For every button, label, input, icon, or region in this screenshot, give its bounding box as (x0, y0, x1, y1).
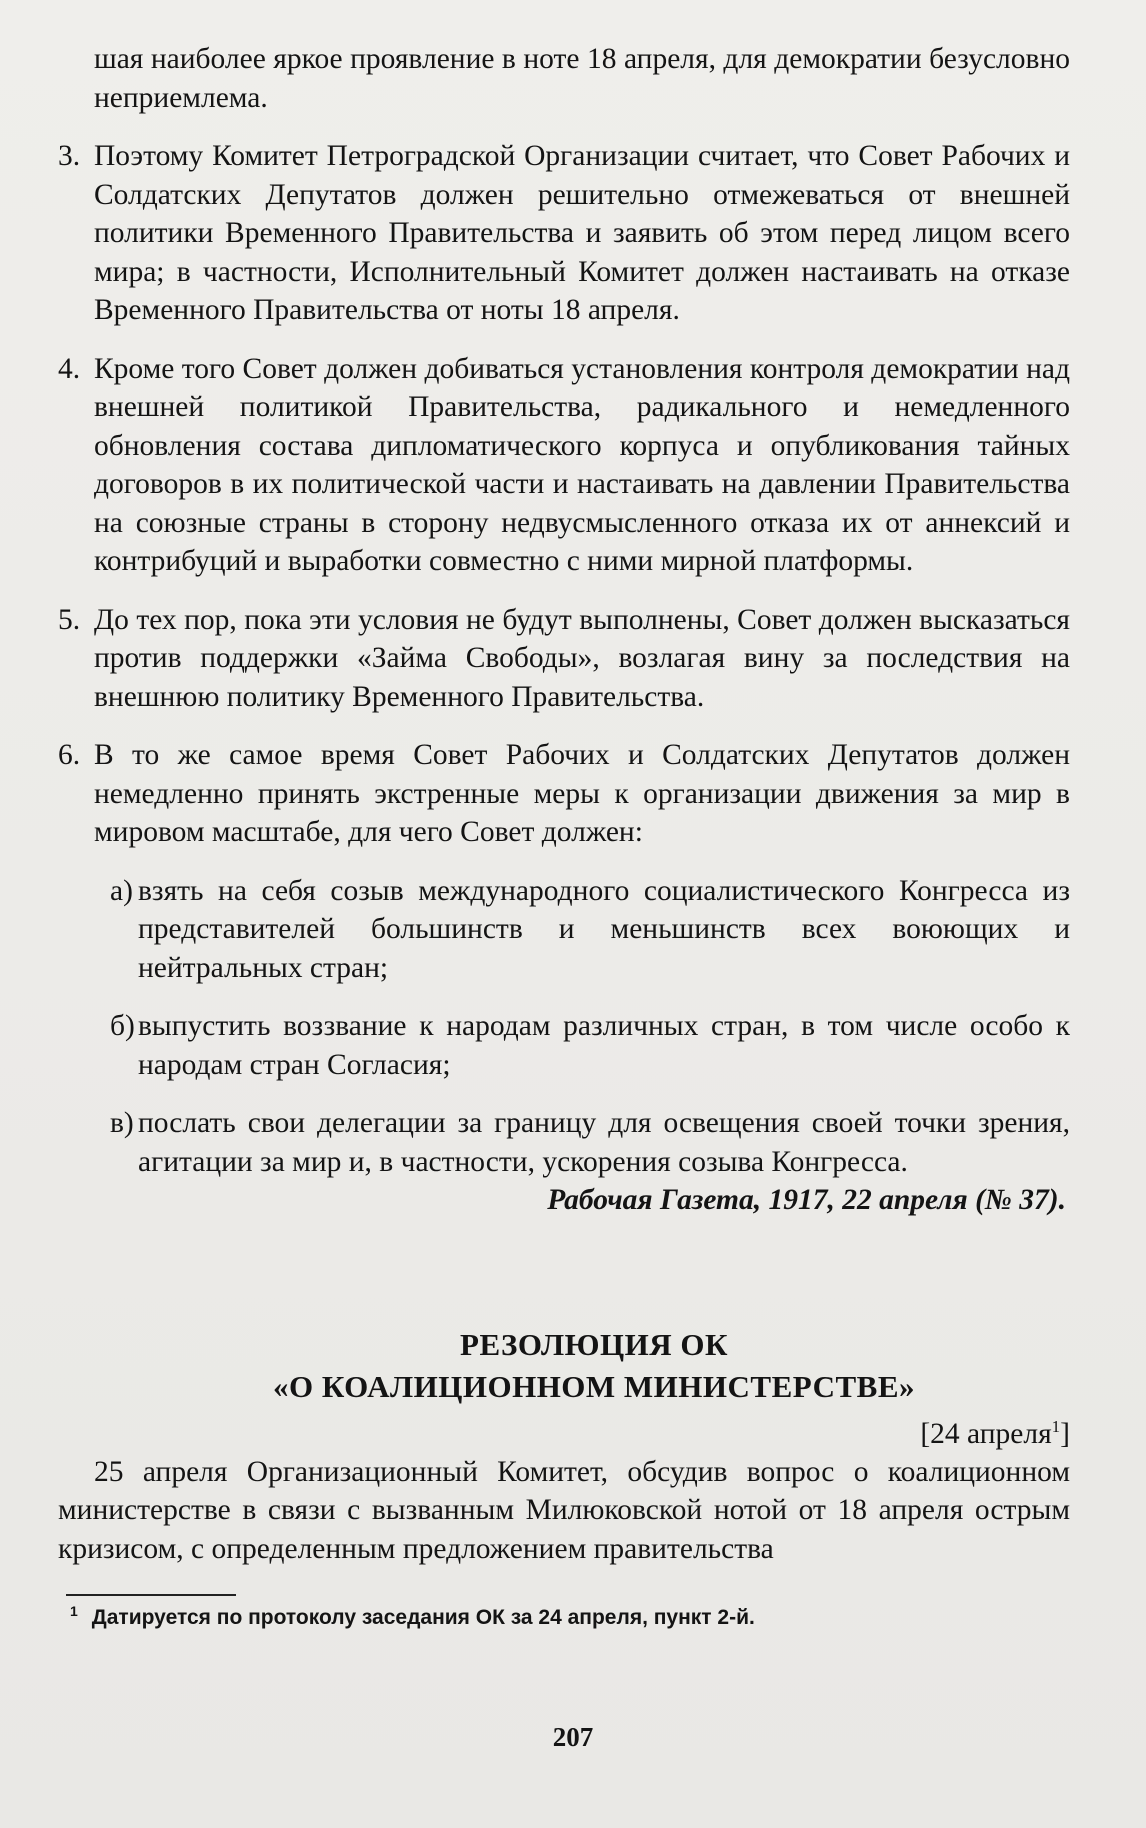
point-5 (58, 601, 1070, 717)
resolution-title-line2: «О КОАЛИЦИОННОМ МИНИСТЕРСТВЕ» (273, 1368, 915, 1404)
subpoint-letter: в) (110, 1107, 134, 1139)
resolution-paragraph: 25 апреля Организационный Комитет, обсудив вопрос о коалиционном министерстве в связи с вызванным Милюковской нотой от 18 апреля острым кризисом, с определенным предложением правительства (58, 1455, 1070, 1565)
source-citation: Рабочая Газета, 1917, 22 апреля (№ 37). (547, 1184, 1066, 1216)
point-number: 4. (58, 352, 81, 385)
resolution-title (58, 1324, 1070, 1408)
subpoint-letter: б) (110, 1010, 135, 1042)
point-text: До тех пор, пока эти условия не будут выполнены, Совет должен высказаться против поддержки «Займа Свободы», возлагая вину за последствия на внешнюю политику Временного Правительства. (94, 603, 1070, 713)
footnote-reference: 1 (1051, 1416, 1061, 1436)
text-column (58, 40, 1070, 1633)
subpoint-b (58, 1007, 1070, 1084)
subpoint-text: послать свои делегации за границу для освещения своей точки зрения, агитации за мир и, в частности, ускорения созыва Конгресса. (138, 1107, 1070, 1178)
footnote-text: Датируется по протоколу заседания ОК за 24 апреля, пункт 2-й. (91, 1606, 755, 1630)
footnote-marker: 1 (70, 1603, 78, 1620)
subpoint-text: взять на себя созыв международного социалистического Конгресса из представителей большинств и меньшинств всех воюющих и нейтральных стран; (138, 874, 1070, 984)
footnote (58, 1596, 1070, 1633)
page-number: 207 (552, 1722, 594, 1752)
subpoint-letter: а) (110, 874, 133, 907)
point-number: 6. (58, 739, 81, 771)
point-6 (58, 736, 1070, 852)
point-3 (58, 137, 1070, 330)
point-text: Кроме того Совет должен добиваться установления контроля демократии над внешней политикой Правительства, радикального и немедленного обновления состава дипломатического корпуса и опубликования тайных договоров в их политической части и настаивать на давлении Правительства на союзные страны в сторону недвусмысленного отказа их от аннексий и контрибуций и выработки совместно с ними мирной платформы. (94, 352, 1070, 577)
point-number: 3. (58, 140, 81, 172)
point-4 (58, 350, 1070, 581)
subpoint-c (58, 1104, 1070, 1181)
point-number: 5. (58, 603, 81, 636)
subpoint-a (58, 872, 1070, 988)
subpoint-text: выпустить воззвание к народам различных стран, в том числе особо к народам стран Согласия; (138, 1010, 1070, 1081)
continuation-text: шая наиболее яркое проявление в ноте 18 апреля, для демократии безусловно неприемлема. (94, 43, 1070, 114)
resolution-date-text: [24 апреля (920, 1417, 1052, 1450)
resolution-title-line1: РЕЗОЛЮЦИЯ ОК (460, 1326, 728, 1362)
resolution-date: [24 апреля$^1$] (920, 1416, 1070, 1450)
point-text: В то же самое время Совет Рабочих и Солдатских Депутатов должен немедленно принять экстренные меры к организации движения за мир в мировом масштабе, для чего Совет должен: (94, 739, 1070, 848)
point-text: Поэтому Комитет Петроградской Организации считает, что Совет Рабочих и Солдатских Депутатов должен решительно отмежеваться от внешней политики Временного Правительства и заявить об этом перед лицом всего мира; в частности, Исполнительный Комитет должен настаивать на отказе Временного Правительства от ноты 18 апреля. (94, 140, 1070, 326)
